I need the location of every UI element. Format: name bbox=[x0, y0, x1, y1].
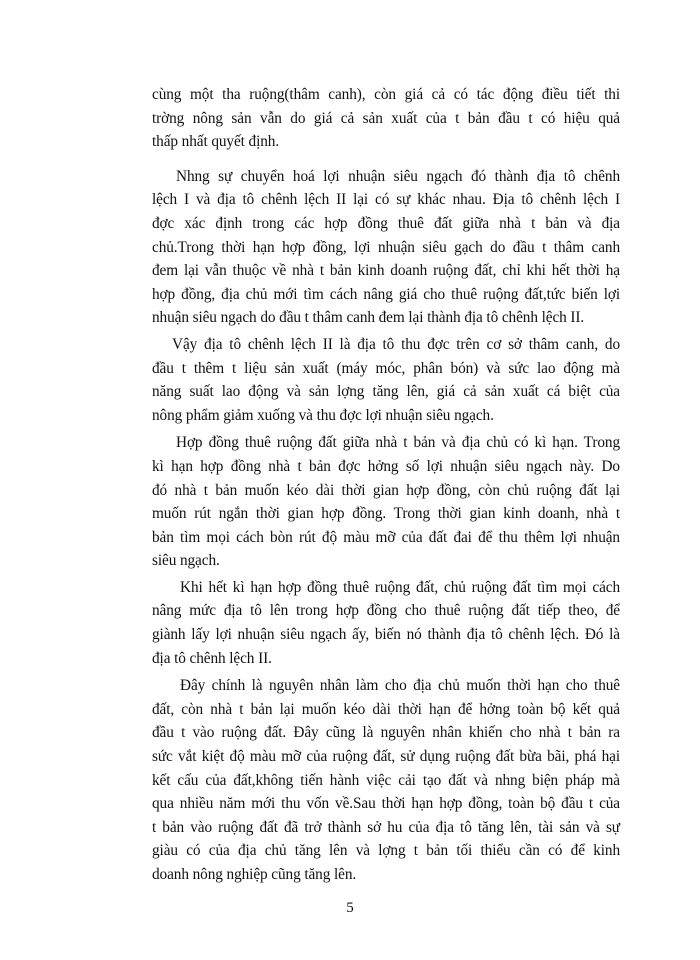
text-line: Đây chính là nguyên nhân làm cho địa chủ muốn thời hạn cho thuê bbox=[180, 677, 620, 695]
text-line: năng suất lao động và sản lợng tăng lên, giá cả sản xuất cá biệt của bbox=[152, 383, 620, 401]
text-line: kì hạn hợp đồng nhà t bản đợc hởng số lợi nhuận siêu ngạch này. Do bbox=[152, 457, 620, 475]
text-line: muốn rút ngắn thời gian hợp đồng. Trong thời gian kinh doanh, nhà t bbox=[152, 505, 620, 523]
text-line: nâng mức địa tô lên trong hợp đồng cho thuê ruộng đất tiếp theo, để bbox=[152, 602, 620, 620]
text-line: đem lại vẫn thuộc về nhà t bản kinh doanh ruộng đất, chỉ khi hết thời hạ bbox=[152, 262, 620, 280]
paragraph-5 bbox=[152, 576, 620, 670]
text-line: thấp nhất quyết định. bbox=[152, 133, 280, 151]
text-line: đầu t vào ruộng đất. Đây cũng là nguyên nhân khiến cho nhà t bản ra bbox=[152, 724, 620, 742]
text-line: giàu có của địa chủ tăng lên và lợng t bản tối thiểu cần có để kinh bbox=[152, 842, 620, 860]
paragraph-2 bbox=[152, 165, 620, 330]
text-line: sức vắt kiệt độ màu mỡ của ruộng đất, sử dụng ruộng đất bừa bãi, phá hại bbox=[152, 748, 620, 766]
text-line: doanh nông nghiệp cũng tăng lên. bbox=[152, 866, 357, 883]
text-line: trờng nông sản vẫn do giá cả sản xuất của t bản đầu t có hiệu quả bbox=[152, 109, 620, 127]
text-line: hợp đồng, địa chủ mới tìm cách nâng giá cho thuê ruộng đất,tức biến lợi bbox=[152, 285, 620, 303]
paragraph-6 bbox=[152, 674, 620, 886]
text-line: cùng một tha ruộng(thâm canh), còn giá cả có tác động điều tiết thi bbox=[152, 86, 620, 103]
text-line: Vậy địa tô chênh lệch II là địa tô thu đợc trên cơ sở thâm canh, do bbox=[172, 335, 620, 353]
paragraph-4 bbox=[152, 431, 620, 573]
paragraph-1 bbox=[152, 83, 620, 154]
page-number: 5 bbox=[346, 900, 354, 916]
text-line: kết cấu của đất,không tiến hành việc cải tạo đất và nhng biện pháp mà bbox=[152, 771, 620, 789]
document-body bbox=[152, 83, 620, 887]
text-line: chủ.Trong thời hạn hợp đồng, lợi nhuận siêu gạch do đầu t thâm canh bbox=[152, 238, 620, 256]
text-line: Hợp đồng thuê ruộng đất giữa nhà t bản và địa chủ có kì hạn. Trong bbox=[176, 434, 620, 452]
text-line: đất, còn nhà t bản lại muốn kéo dài thời hạn để hởng toàn bộ kết quả bbox=[152, 700, 620, 718]
text-line: lệch I và địa tô chênh lệch II lại có sự khác nhau. Địa tô chênh lệch I bbox=[152, 191, 620, 209]
text-line: qua nhiều năm mới thu vốn về.Sau thời hạn hợp đồng, toàn bộ đầu t của bbox=[152, 795, 620, 813]
text-line: đợc xác định trong các hợp đồng thuê đất giữa nhà t bản và địa bbox=[152, 214, 620, 232]
paragraph-3 bbox=[152, 333, 620, 427]
text-line: đó nhà t bản muốn kéo dài thời gian hợp đồng, còn chủ ruộng đất lại bbox=[152, 481, 620, 499]
text-line: t bản vào ruộng đất đã trở thành sở hu của địa tô tăng lên, tài sản và sự bbox=[152, 818, 620, 836]
text-line: siêu ngạch. bbox=[152, 552, 220, 570]
text-line: nông phẩm giảm xuống và thu đợc lợi nhuận siêu ngạch. bbox=[152, 406, 494, 424]
text-line: bản tìm mọi cách bòn rút độ màu mỡ của đất đai để thu thêm lợi nhuận bbox=[152, 528, 620, 546]
text-line: nhuận siêu ngạch do đầu t thâm canh đem lại thành địa tô chênh lệch II. bbox=[152, 309, 585, 327]
text-line: đầu t thêm t liệu sản xuất (máy móc, phân bón) và sức lao động mà bbox=[152, 359, 620, 377]
text-line: Nhng sự chuyển hoá lợi nhuận siêu ngạch đó thành địa tô chênh bbox=[176, 167, 620, 185]
text-line: giành lấy lợi nhuận siêu ngạch ấy, biến nó thành địa tô chênh lệch. Đó là bbox=[152, 626, 620, 644]
text-line: Khi hết kì hạn hợp đồng thuê ruộng đất, chủ ruộng đất tìm mọi cách bbox=[180, 578, 620, 596]
text-line: địa tô chênh lệch II. bbox=[152, 649, 272, 667]
